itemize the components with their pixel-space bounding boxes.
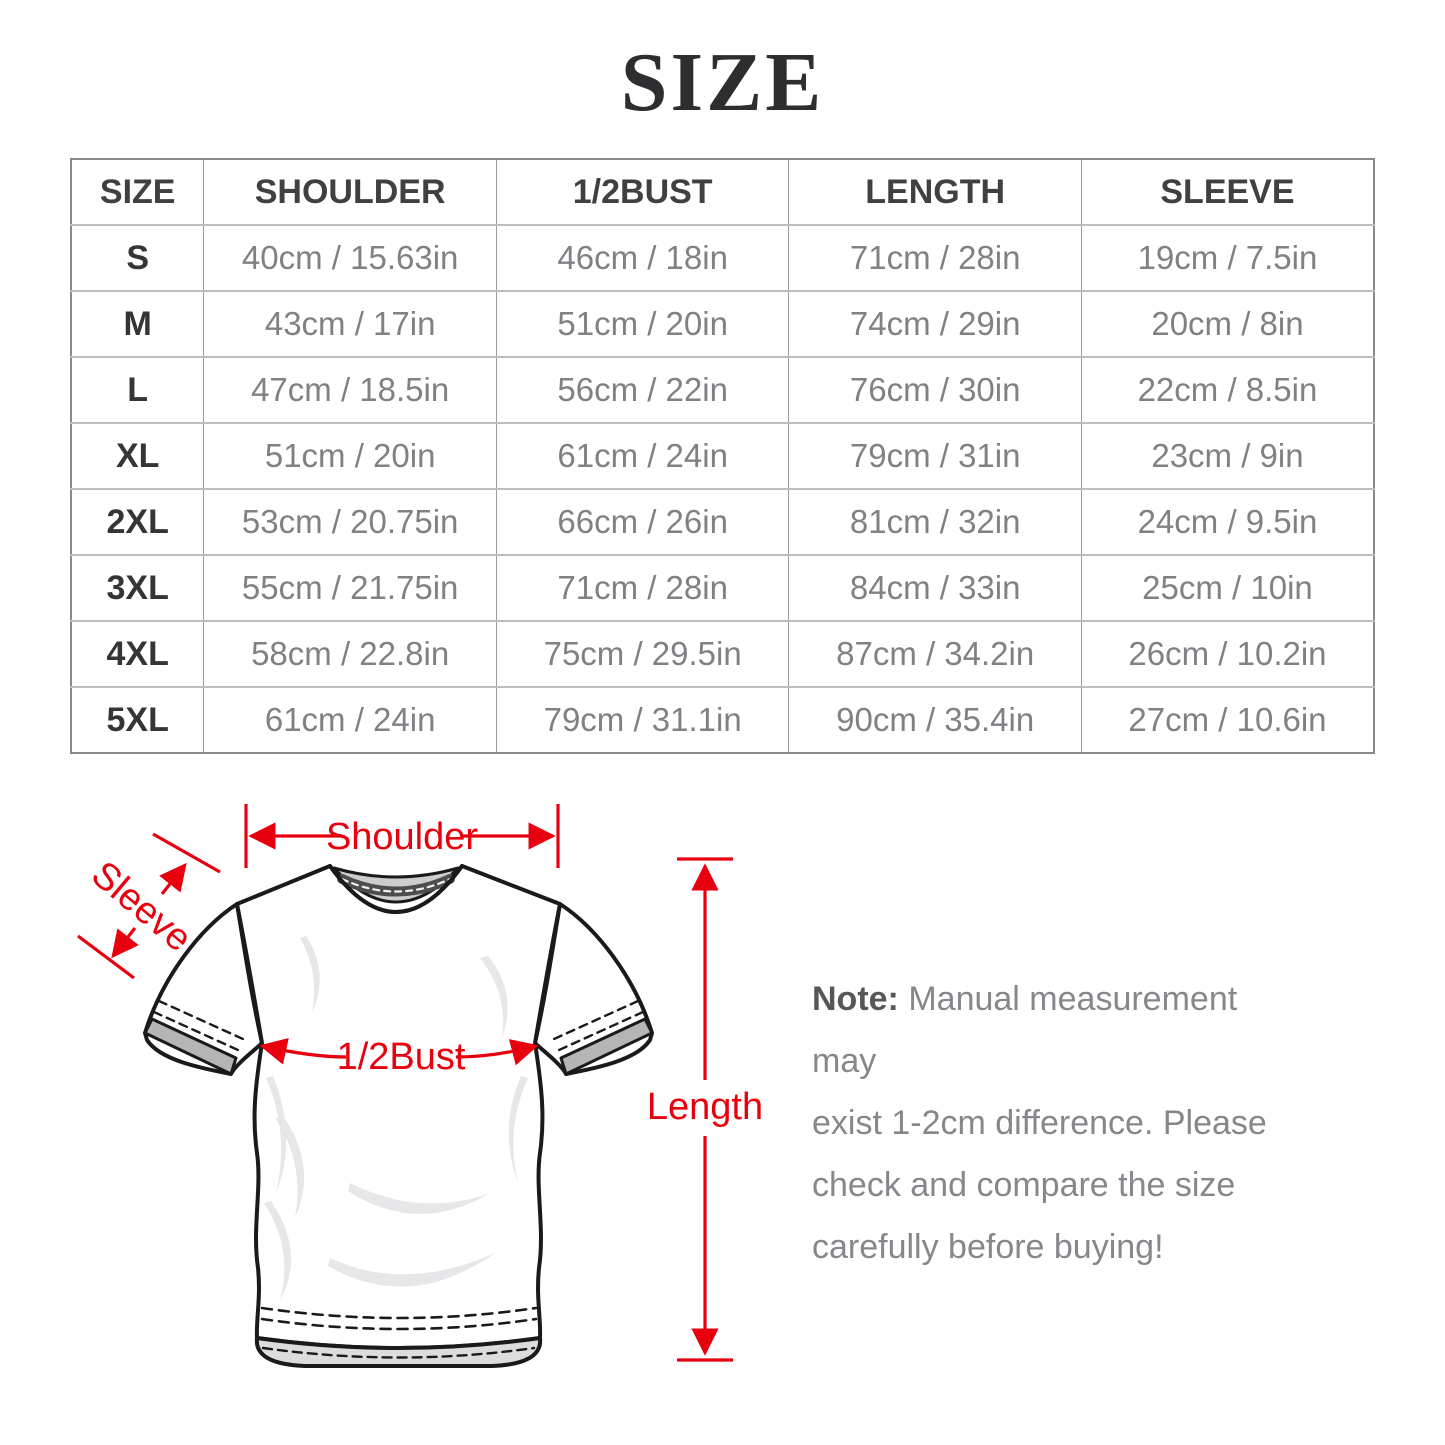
table-row [71, 291, 1374, 357]
size-chart-table [70, 158, 1375, 754]
shoulder-measure-arrow [246, 804, 558, 868]
sleeve-label: Sleeve [83, 853, 200, 961]
measurement-cell: 90cm / 35.4in [789, 687, 1082, 753]
header-row [71, 159, 1374, 225]
measurement-cell: 51cm / 20in [496, 291, 789, 357]
table-row [71, 225, 1374, 291]
measurement-cell: 53cm / 20.75in [204, 489, 497, 555]
size-table-header [71, 159, 1374, 225]
measurement-note [812, 968, 1297, 1278]
measurement-cell: 23cm / 9in [1081, 423, 1374, 489]
measurement-cell: 24cm / 9.5in [1081, 489, 1374, 555]
measurement-cell: 25cm / 10in [1081, 555, 1374, 621]
note-text: Manual measurement may [812, 980, 1238, 1080]
column-header-halfbust: 1/2BUST [496, 159, 789, 225]
measurement-cell: 40cm / 15.63in [204, 225, 497, 291]
measurement-cell: 47cm / 18.5in [204, 357, 497, 423]
table-row [71, 555, 1374, 621]
table-row [71, 423, 1374, 489]
note-label: Note: [812, 980, 899, 1018]
note-line: exist 1-2cm difference. Please [812, 1104, 1267, 1142]
column-header-shoulder: SHOULDER [204, 159, 497, 225]
measurement-cell: 61cm / 24in [204, 687, 497, 753]
length-label: Length [646, 1086, 764, 1128]
size-table-body [71, 225, 1374, 753]
measurement-cell: 76cm / 30in [789, 357, 1082, 423]
size-cell: L [71, 357, 204, 423]
measurement-cell: 51cm / 20in [204, 423, 497, 489]
measurement-cell: 84cm / 33in [789, 555, 1082, 621]
page-title: SIZE [620, 36, 825, 129]
size-cell: XL [71, 423, 204, 489]
length-measure-arrow [647, 859, 763, 1360]
tshirt-body [237, 866, 560, 1366]
size-cell: 5XL [71, 687, 204, 753]
table-row [71, 489, 1374, 555]
measurement-cell: 79cm / 31in [789, 423, 1082, 489]
measurement-cell: 27cm / 10.6in [1081, 687, 1374, 753]
measurement-cell: 22cm / 8.5in [1081, 357, 1374, 423]
size-cell: M [71, 291, 204, 357]
measurement-cell: 56cm / 22in [496, 357, 789, 423]
measurement-cell: 75cm / 29.5in [496, 621, 789, 687]
table-row [71, 687, 1374, 753]
measurement-cell: 61cm / 24in [496, 423, 789, 489]
note-line [812, 968, 1297, 1092]
size-cell: 3XL [71, 555, 204, 621]
column-header-size: SIZE [71, 159, 204, 225]
note-line: carefully before buying! [812, 1228, 1164, 1266]
half-bust-label: 1/2Bust [336, 1036, 466, 1078]
tshirt-size-diagram [50, 788, 810, 1443]
measurement-cell: 26cm / 10.2in [1081, 621, 1374, 687]
measurement-cell: 43cm / 17in [204, 291, 497, 357]
measurement-cell: 66cm / 26in [496, 489, 789, 555]
column-header-length: LENGTH [789, 159, 1082, 225]
measurement-cell: 74cm / 29in [789, 291, 1082, 357]
measurement-cell: 19cm / 7.5in [1081, 225, 1374, 291]
size-cell: 4XL [71, 621, 204, 687]
size-cell: 2XL [71, 489, 204, 555]
measurement-cell: 71cm / 28in [496, 555, 789, 621]
note-line: check and compare the size [812, 1166, 1236, 1204]
table-row [71, 357, 1374, 423]
table-row [71, 621, 1374, 687]
size-cell: S [71, 225, 204, 291]
measurement-cell: 71cm / 28in [789, 225, 1082, 291]
measurement-cell: 55cm / 21.75in [204, 555, 497, 621]
measurement-cell: 87cm / 34.2in [789, 621, 1082, 687]
measurement-cell: 46cm / 18in [496, 225, 789, 291]
tshirt-illustration [145, 866, 652, 1366]
measurement-cell: 79cm / 31.1in [496, 687, 789, 753]
measurement-cell: 81cm / 32in [789, 489, 1082, 555]
measurement-cell: 58cm / 22.8in [204, 621, 497, 687]
column-header-sleeve: SLEEVE [1081, 159, 1374, 225]
shoulder-label: Shoulder [325, 816, 479, 858]
measurement-cell: 20cm / 8in [1081, 291, 1374, 357]
